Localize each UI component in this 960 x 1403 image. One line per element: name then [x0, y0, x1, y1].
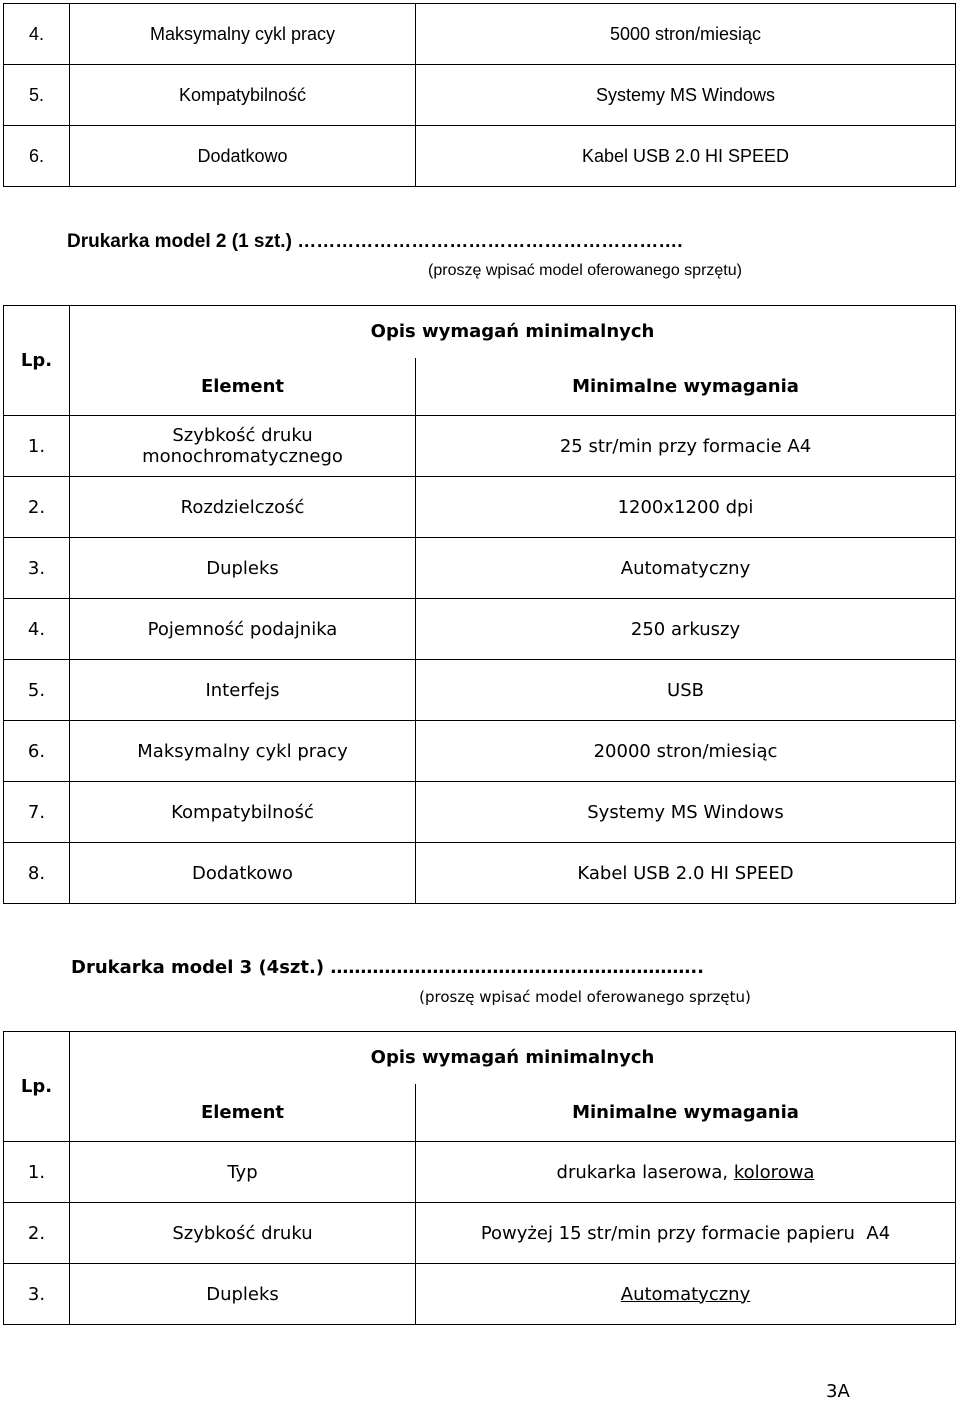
- table-model-1-continuation: [3, 3, 956, 187]
- row-number: 1.: [4, 1142, 70, 1203]
- table-row: [4, 416, 956, 477]
- header-group: Opis wymagań minimalnych: [70, 1032, 956, 1084]
- row-value: [416, 1142, 956, 1203]
- row-number: 3.: [4, 1264, 70, 1325]
- header-element: Element: [70, 358, 416, 416]
- table-row: [4, 782, 956, 843]
- header-requirements: Minimalne wymagania: [416, 1084, 956, 1142]
- row-value-underlined: kolorowa: [733, 1161, 815, 1183]
- header-requirements: Minimalne wymagania: [416, 358, 956, 416]
- row-element: Maksymalny cykl pracy: [70, 4, 416, 65]
- header-group: Opis wymagań minimalnych: [70, 306, 956, 358]
- row-value: Kabel USB 2.0 HI SPEED: [416, 126, 956, 187]
- row-value-underlined: Automatyczny: [620, 1283, 751, 1305]
- table-header-row: [4, 1032, 956, 1084]
- row-element: Szybkość druku monochromatycznego: [70, 416, 416, 477]
- row-number: 4.: [4, 4, 70, 65]
- table-header-row: [4, 1084, 956, 1142]
- row-number: 8.: [4, 843, 70, 904]
- header-element: Element: [70, 1084, 416, 1142]
- row-value: Powyżej 15 str/min przy formacie papieru A4: [416, 1203, 956, 1264]
- row-number: 2.: [4, 477, 70, 538]
- row-element: Kompatybilność: [70, 782, 416, 843]
- row-value: 1200x1200 dpi: [416, 477, 956, 538]
- row-number: 6.: [4, 721, 70, 782]
- row-element: Dupleks: [70, 1264, 416, 1325]
- row-value-text: drukarka laserowa,: [556, 1161, 734, 1183]
- header-lp: Lp.: [4, 1032, 70, 1142]
- row-element: Rozdzielczość: [70, 477, 416, 538]
- page-number: 3A: [826, 1381, 850, 1402]
- table-row: [4, 1264, 956, 1325]
- table-row: [4, 538, 956, 599]
- row-value: 20000 stron/miesiąc: [416, 721, 956, 782]
- row-element: Dodatkowo: [70, 126, 416, 187]
- table-row: [4, 1142, 956, 1203]
- table-model-2: [3, 305, 956, 904]
- table-row: [4, 1203, 956, 1264]
- table-row: [4, 843, 956, 904]
- table-header-row: [4, 358, 956, 416]
- table-row: [4, 721, 956, 782]
- row-number: 5.: [4, 660, 70, 721]
- row-element: Dupleks: [70, 538, 416, 599]
- table-model-3: [3, 1031, 956, 1325]
- row-number: 1.: [4, 416, 70, 477]
- row-element: Maksymalny cykl pracy: [70, 721, 416, 782]
- row-number: 5.: [4, 65, 70, 126]
- row-number: 3.: [4, 538, 70, 599]
- row-element: Interfejs: [70, 660, 416, 721]
- row-element: Pojemność podajnika: [70, 599, 416, 660]
- table-row: [4, 660, 956, 721]
- section-subtitle-model-3: (proszę wpisać model oferowanego sprzętu): [419, 988, 751, 1006]
- row-element: Dodatkowo: [70, 843, 416, 904]
- row-element: Kompatybilność: [70, 65, 416, 126]
- row-number: 2.: [4, 1203, 70, 1264]
- row-value: Kabel USB 2.0 HI SPEED: [416, 843, 956, 904]
- row-number: 7.: [4, 782, 70, 843]
- row-value: Automatyczny: [416, 538, 956, 599]
- row-element: Szybkość druku: [70, 1203, 416, 1264]
- row-element: Typ: [70, 1142, 416, 1203]
- section-heading-model-2: Drukarka model 2 (1 szt.) …………………………………………………….: [67, 231, 683, 252]
- row-number: 4.: [4, 599, 70, 660]
- row-value: [416, 1264, 956, 1325]
- table-row: [4, 4, 956, 65]
- section-subtitle-model-2: (proszę wpisać model oferowanego sprzętu): [428, 262, 742, 279]
- row-value: 25 str/min przy formacie A4: [416, 416, 956, 477]
- table-row: [4, 126, 956, 187]
- row-value: USB: [416, 660, 956, 721]
- row-number: 6.: [4, 126, 70, 187]
- row-value: 250 arkuszy: [416, 599, 956, 660]
- table-header-row: [4, 306, 956, 358]
- table-row: [4, 65, 956, 126]
- section-heading-model-3: Drukarka model 3 (4szt.) ……………………………………………………..: [71, 957, 705, 978]
- row-value: Systemy MS Windows: [416, 65, 956, 126]
- header-lp: Lp.: [4, 306, 70, 416]
- row-value: 5000 stron/miesiąc: [416, 4, 956, 65]
- table-row: [4, 477, 956, 538]
- table-row: [4, 599, 956, 660]
- row-value: Systemy MS Windows: [416, 782, 956, 843]
